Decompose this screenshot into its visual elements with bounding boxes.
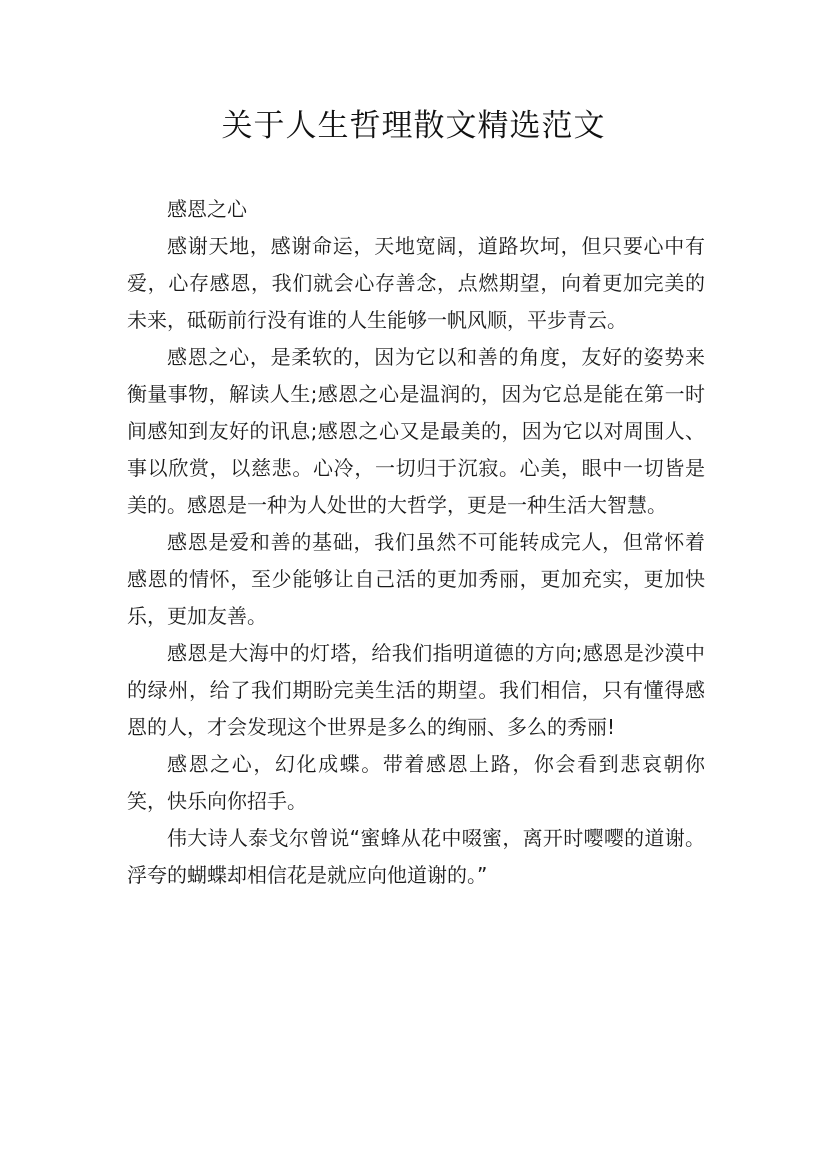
document-body bbox=[127, 191, 705, 894]
paragraph: 伟大诗人泰戈尔曾说“蜜蜂从花中啜蜜，离开时嘤嘤的道谢。浮夸的蝴蝶却相信花是就应向他道谢的。” bbox=[127, 826, 705, 887]
paragraph-heading: 感恩之心 bbox=[167, 197, 247, 221]
paragraph: 感恩之心，幻化成蝶。带着感恩上路，你会看到悲哀朝你笑，快乐向你招手。 bbox=[127, 752, 705, 813]
paragraph: 感恩是爱和善的基础，我们虽然不可能转成完人，但常怀着感恩的情怀，至少能够让自己活的更加秀丽，更加充实，更加快乐，更加友善。 bbox=[127, 530, 705, 628]
paragraph: 感谢天地，感谢命运，天地宽阔，道路坎坷，但只要心中有爱，心存感恩，我们就会心存善念，点燃期望，向着更加完美的未来，砥砺前行没有谁的人生能够一帆风顺，平步青云。 bbox=[127, 234, 705, 332]
paragraph: 感恩是大海中的灯塔，给我们指明道德的方向;感恩是沙漠中的绿州，给了我们期盼完美生活的期望。我们相信，只有懂得感恩的人，才会发现这个世界是多么的绚丽、多么的秀丽! bbox=[127, 641, 705, 739]
paragraph: 感恩之心，是柔软的，因为它以和善的角度，友好的姿势来衡量事物，解读人生;感恩之心是温润的，因为它总是能在第一时间感知到友好的讯息;感恩之心又是最美的，因为它以对周围人、事以欣赏，以慈悲。心冷，一切归于沉寂。心美，眼中一切皆是美的。感恩是一种为人处世的大哲学，更是一种生活大智慧。 bbox=[127, 345, 705, 517]
document-title: 关于人生哲理散文精选范文 bbox=[221, 108, 606, 144]
